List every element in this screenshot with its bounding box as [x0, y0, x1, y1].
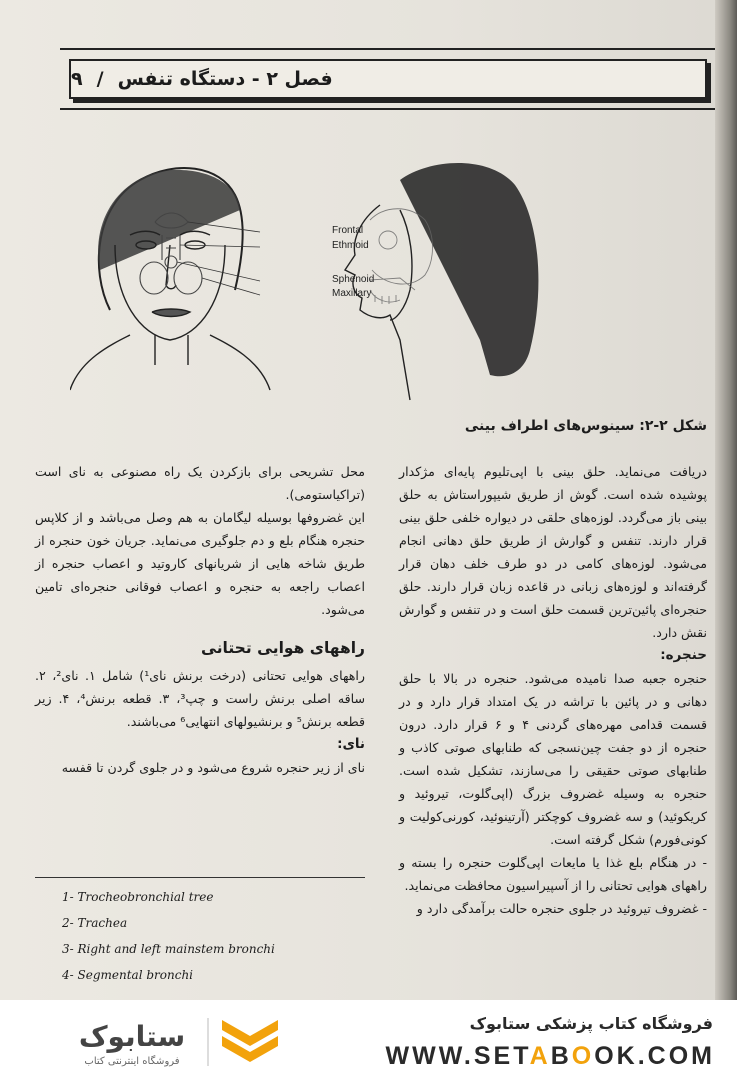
footnote-item: 1- Trocheobronchial tree — [62, 890, 214, 904]
header-separator: / — [96, 68, 104, 90]
url-part: B — [550, 1042, 572, 1070]
footnote-item: 4- Segmental bronchi — [62, 968, 194, 982]
banner-url[interactable] — [386, 1042, 715, 1071]
left-paragraph-trachea: نای از زیر حنجره شروع می‌شود و در جلوی گردن تا قفسه — [61, 760, 365, 775]
left-paragraph-tracheostomy: محل تشریحی برای بازکردن یک راه مصنوعی به نای است (تراکیاستومی). — [35, 464, 365, 502]
setabook-logo — [22, 1010, 282, 1072]
label-ethmoid: Ethmoid — [332, 240, 369, 251]
heading-larynx: حنجره: — [660, 647, 707, 663]
footnote-divider — [35, 877, 365, 878]
footnote-item: 2- Trachea — [62, 916, 128, 930]
footnotes — [62, 884, 275, 988]
right-column — [399, 460, 707, 920]
url-part: WWW.SET — [385, 1042, 530, 1070]
heading-lower-airways: راههای هوایی تحتانی — [201, 639, 365, 657]
banner-store-name: فروشگاه کتاب پزشکی ستابوک — [469, 1014, 713, 1033]
label-frontal: Frontal — [332, 225, 364, 236]
bullet-epiglottis: - در هنگام بلع غذا یا مایعات اپی‌گلوت حنجره را بسته و راههای هوایی تحتانی را از آسپیراسیون محافظت می‌نماید. — [399, 855, 707, 893]
sinus-figure — [70, 150, 630, 405]
chapter-header-box — [69, 59, 707, 99]
figure-caption: شکل ۲-۲: سینوس‌های اطراف بینی — [464, 418, 707, 434]
logo-word: ستابوک — [78, 1020, 186, 1053]
label-maxillary: Maxillary — [332, 288, 372, 299]
url-highlight: O — [571, 1042, 595, 1070]
label-sphenoid: Sphenoid — [332, 274, 375, 285]
label-leader-lines — [177, 222, 260, 295]
logo-tagline: فروشگاه اینترنتی کتاب — [84, 1056, 180, 1067]
left-paragraph-cartilage: این غضروفها بوسیله لیگامان به هم وصل می‌باشد و از کلاپس حنجره هنگام بلع و دم جلوگیری می‌نماید. جریان خون حنجره از طریق شاخه هایی از شریانهای کاروتید و اعصاب حنجره از اعصاب راجعه به حنجره و اعصاب فوقانی حنجره‌ای تامین می‌شود. — [35, 510, 365, 617]
chapter-header — [60, 48, 715, 110]
left-column — [35, 460, 365, 779]
right-paragraph-pharynx: دریافت می‌نماید. حلق بینی با اپی‌تلیوم پایه‌ای مژکدار پوشیده شده است. گوش از طریق شیپوراستاش به حلق بینی باز می‌گردد. لوزه‌های حلقی در دیواره خلفی حلق بینی قرار دارند. تنفس و گوارش از طریق حلق دهانی انجام می‌شود. لوزه‌های کامی در دو طرف خلف دهان قرار گرفته‌اند و لوزه‌های زبانی در قاعده زبان قرار دارند. حلق حنجره‌ای پائین‌ترین قسمت حلق است و در تنفس و گوارش نقش دارد. — [399, 464, 707, 640]
chevron-logo-icon — [222, 1020, 278, 1062]
bullet-thyroid: - غضروف تیروئید در جلوی حنجره حالت برآمدگی دارد و — [416, 901, 707, 916]
chapter-title: فصل ۲ - دستگاه تنفس — [117, 68, 333, 90]
url-highlight: A — [529, 1042, 551, 1070]
footnote-item: 3- Right and left mainstem bronchi — [62, 942, 275, 956]
heading-trachea: نای: — [337, 736, 365, 752]
page-number: ۹ — [71, 68, 83, 90]
left-paragraph-airways: راههای هوایی تحتانی (درخت برنش نای¹) شامل ۱. نای²، ۲. ساقه اصلی برنش راست و چپ³، ۳. قطعه برنش⁴، ۴. زیر قطعه برنش⁵ و برنشیولهای انتهایی⁶ می‌باشند. — [35, 668, 366, 729]
url-part: OK.COM — [594, 1042, 715, 1070]
store-banner — [0, 1000, 737, 1080]
book-spine — [715, 0, 737, 1000]
right-paragraph-larynx: حنجره جعبه صدا نامیده می‌شود. حنجره در بالا با حلق دهانی و در پائین با تراشه در یک امتداد قرار دارد و در قسمت قدامی مهره‌های گردنی ۴ و ۶ قرار دارد. درون حنجره از دو جفت چین‌نسجی که طنابهای صوتی کاذب و طنابهای صوتی حقیقی را می‌سازند، تشکیل شده است. حنجره به وسیله غضروف بزرگ (اپی‌گلوت، تیروئید و کریکوئید) و سه غضروف کوچکتر (آرتینوئید، کورنی‌کولیت و کونی‌فورم) شکل گرفته است. — [399, 671, 707, 847]
frontal-face-drawing — [70, 168, 270, 390]
